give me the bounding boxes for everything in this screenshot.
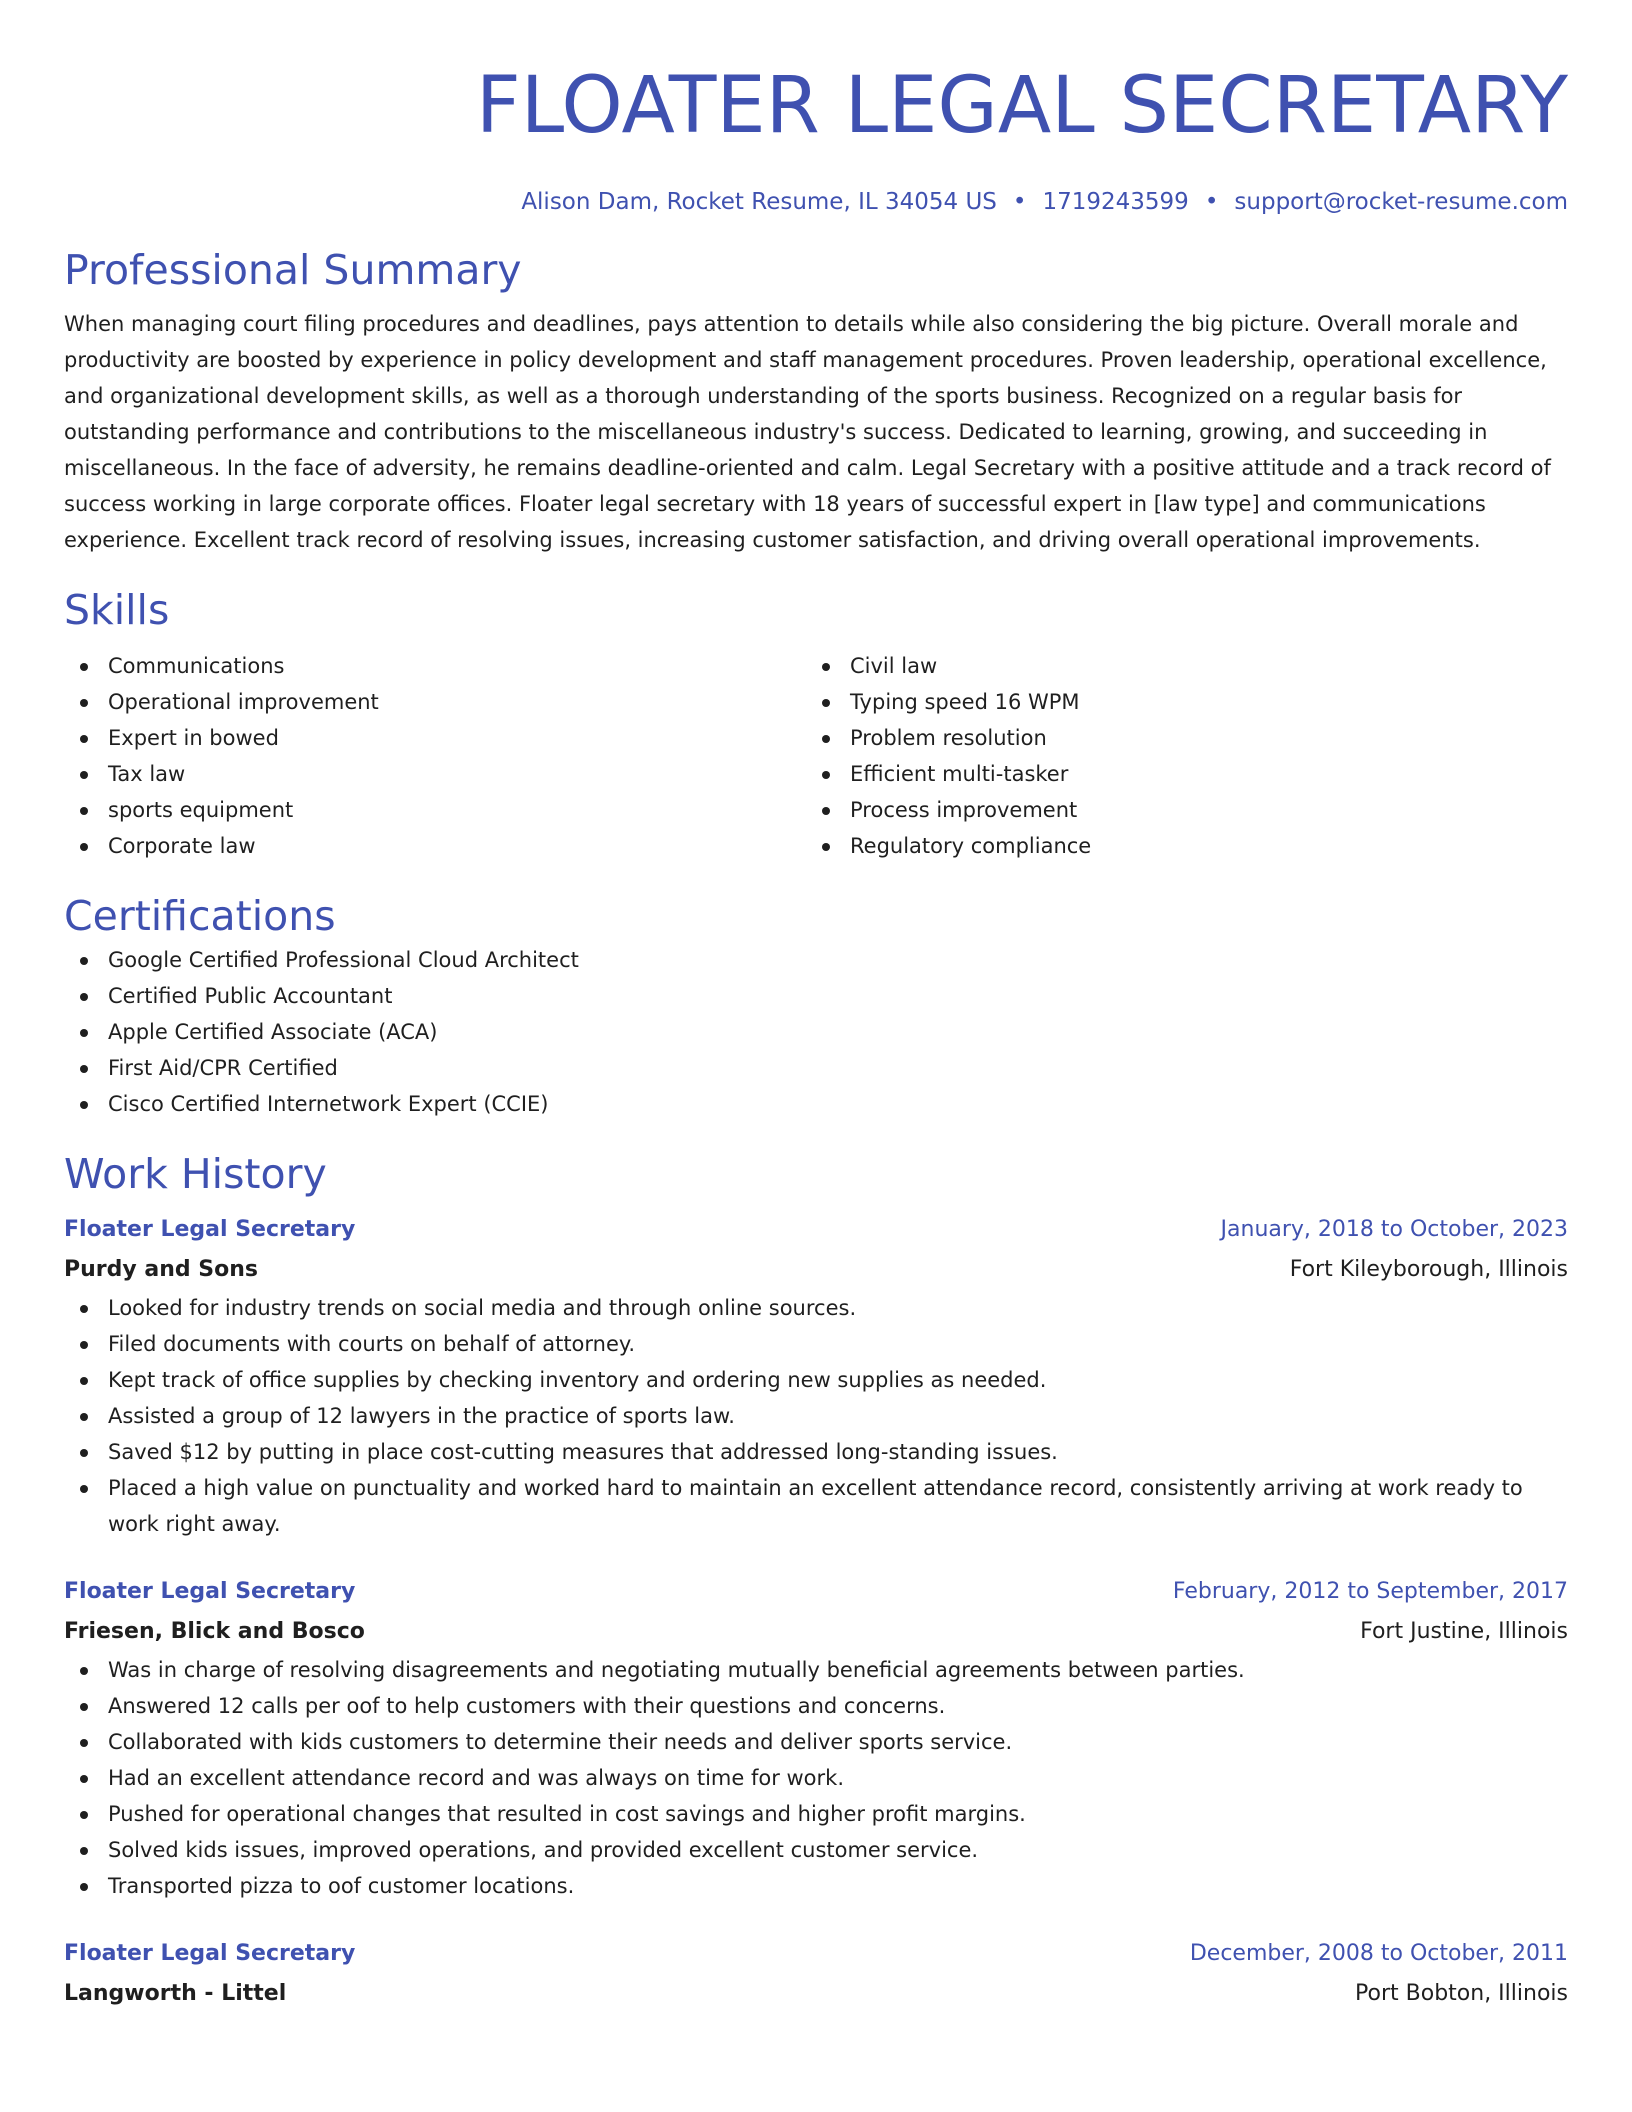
job-location: Fort Kileyborough, Illinois (1289, 1257, 1568, 1282)
skill-item: Typing speed 16 WPM (806, 684, 1548, 720)
contact-separator: • (1012, 189, 1027, 215)
skill-item: Corporate law (64, 828, 806, 864)
job-dates: January, 2018 to October, 2023 (1220, 1217, 1568, 1242)
job-bullet: Placed a high value on punctuality and worked hard to maintain an excellent attendance record, consistently arriving at work ready to work right away. (64, 1470, 1568, 1542)
job-company: Purdy and Sons (64, 1257, 259, 1282)
job-title: Floater Legal Secretary (64, 1579, 356, 1604)
certifications-heading: Certifications (64, 892, 336, 940)
job-bullet: Solved kids issues, improved operations, and provided excellent customer service. (64, 1832, 1568, 1868)
skill-item: Operational improvement (64, 684, 806, 720)
certification-item: First Aid/CPR Certified (64, 1050, 1568, 1086)
job-location: Port Bobton, Illinois (1355, 1981, 1568, 2006)
job-dates: December, 2008 to October, 2011 (1189, 1941, 1568, 1966)
skills-grid (64, 648, 1568, 864)
job-bullet: Saved $12 by putting in place cost-cutting measures that addressed long-standing issues. (64, 1434, 1568, 1470)
contact-line (64, 186, 1568, 218)
job-title: Floater Legal Secretary (64, 1217, 356, 1242)
skill-item: Regulatory compliance (806, 828, 1548, 864)
skill-item: Tax law (64, 756, 806, 792)
job-company: Friesen, Blick and Bosco (64, 1619, 365, 1644)
job-bullet: Assisted a group of 12 lawyers in the practice of sports law. (64, 1398, 1568, 1434)
job-header-row (64, 1572, 1568, 1612)
job-dates: February, 2012 to September, 2017 (1172, 1579, 1568, 1604)
contact-email[interactable]: support@rocket-resume.com (1234, 189, 1568, 215)
job-company: Langworth - Littel (64, 1981, 287, 2006)
certification-item: Cisco Certified Internetwork Expert (CCIE) (64, 1086, 1568, 1122)
skills-column-right (806, 648, 1548, 864)
skill-item: Civil law (806, 648, 1548, 684)
skill-item: Process improvement (806, 792, 1548, 828)
job-bullets (64, 1290, 1568, 1542)
skill-item: Problem resolution (806, 720, 1548, 756)
skill-item: Efficient multi-tasker (806, 756, 1548, 792)
job-bullet: Pushed for operational changes that resulted in cost savings and higher profit margins. (64, 1796, 1568, 1832)
resume-page (64, 0, 1568, 2014)
job-company-row (64, 1612, 1568, 1652)
job-bullet: Kept track of office supplies by checking inventory and ordering new supplies as needed. (64, 1362, 1568, 1398)
contact-address: Alison Dam, Rocket Resume, IL 34054 US (521, 189, 997, 215)
certification-item: Certified Public Accountant (64, 978, 1568, 1014)
job-bullet: Collaborated with kids customers to determine their needs and deliver sports service. (64, 1724, 1568, 1760)
contact-phone: 1719243599 (1042, 189, 1189, 215)
summary-heading: Professional Summary (64, 246, 522, 294)
job-header-row (64, 1934, 1568, 1974)
certification-item: Apple Certified Associate (ACA) (64, 1014, 1568, 1050)
resume-title: FLOATER LEGAL SECRETARY (475, 61, 1568, 151)
job-bullet: Was in charge of resolving disagreements and negotiating mutually beneficial agreements between parties. (64, 1652, 1568, 1688)
skill-item: sports equipment (64, 792, 806, 828)
summary-text: When managing court filing procedures and deadlines, pays attention to details while also considering the big picture. Overall morale and productivity are boosted by experience in policy development and staff management procedures. Proven leadership, operational excellence, and organizational development skills, as well as a thorough understanding of the sports business. Recognized on a regular basis for outstanding performance and contributions to the miscellaneous industry's success. Dedicated to learning, growing, and succeeding in miscellaneous. In the face of adversity, he remains deadline-oriented and calm. Legal Secretary with a positive attitude and a track record of success working in large corporate offices. Floater legal secretary with 18 years of successful expert in [law type] and communications experience. Excellent track record of resolving issues, increasing customer satisfaction, and driving overall operational improvements. (64, 312, 1551, 552)
job-bullet: Looked for industry trends on social media and through online sources. (64, 1290, 1568, 1326)
job-bullets (64, 1652, 1568, 1904)
skill-item: Expert in bowed (64, 720, 806, 756)
job-entry (64, 1210, 1568, 1542)
job-bullet: Transported pizza to oof customer locations. (64, 1868, 1568, 1904)
job-bullet: Filed documents with courts on behalf of attorney. (64, 1326, 1568, 1362)
job-entry (64, 1572, 1568, 1904)
job-bullet: Answered 12 calls per oof to help customers with their questions and concerns. (64, 1688, 1568, 1724)
skill-item: Communications (64, 648, 806, 684)
job-header-row (64, 1210, 1568, 1250)
contact-separator: • (1204, 189, 1219, 215)
certification-item: Google Certified Professional Cloud Architect (64, 942, 1568, 978)
job-company-row (64, 1974, 1568, 2014)
job-entry (64, 1934, 1568, 2014)
certifications-list (64, 942, 1568, 1122)
job-location: Fort Justine, Illinois (1360, 1619, 1568, 1644)
skills-column-left (64, 648, 806, 864)
job-bullet: Had an excellent attendance record and was always on time for work. (64, 1760, 1568, 1796)
job-title: Floater Legal Secretary (64, 1941, 356, 1966)
work-history-heading: Work History (64, 1150, 327, 1198)
skills-heading: Skills (64, 586, 170, 634)
job-company-row (64, 1250, 1568, 1290)
